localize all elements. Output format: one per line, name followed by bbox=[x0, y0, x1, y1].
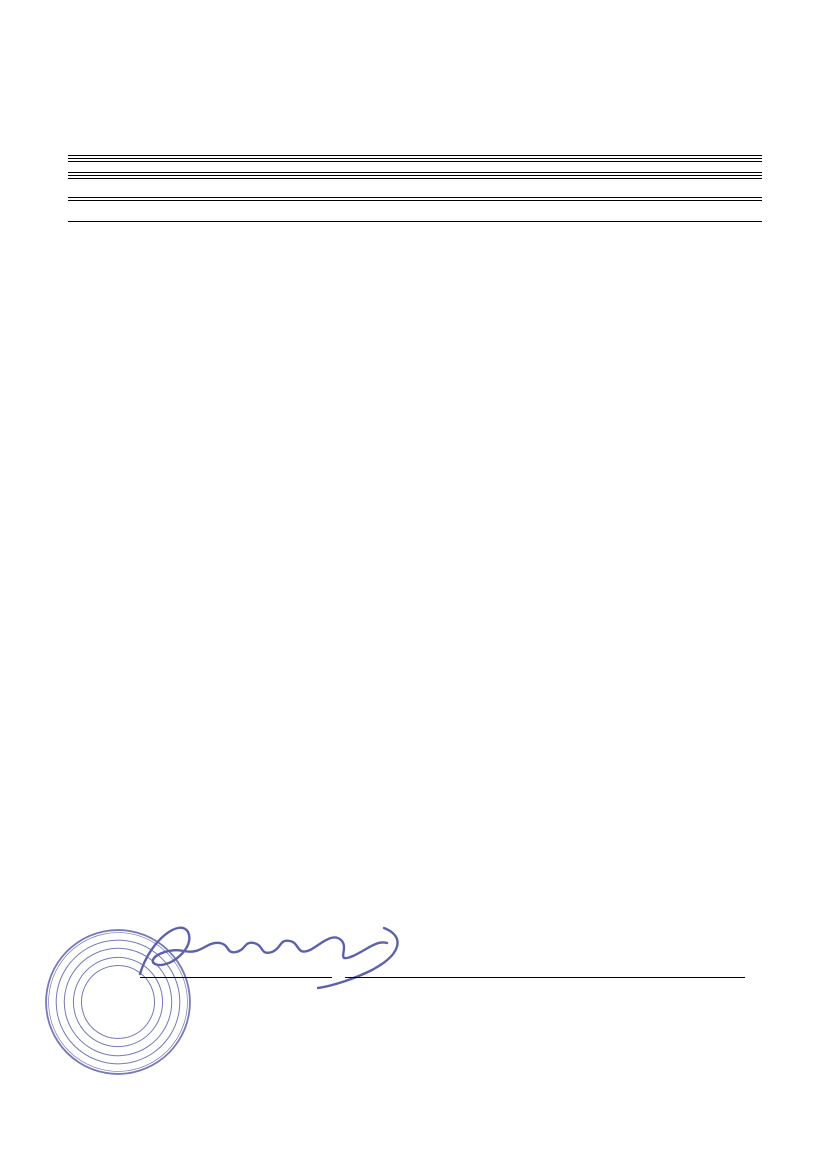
document-body bbox=[68, 150, 762, 224]
representative-line bbox=[68, 172, 762, 173]
signature bbox=[122, 912, 452, 1002]
basis-block bbox=[68, 221, 762, 222]
product-block bbox=[68, 175, 762, 176]
conformity-statement bbox=[68, 200, 762, 201]
declarant-address-block bbox=[68, 161, 762, 162]
signature-line bbox=[140, 976, 332, 978]
serial-line bbox=[68, 178, 762, 179]
registration-info bbox=[68, 158, 762, 159]
name-line bbox=[345, 976, 745, 978]
declarant-name-line bbox=[68, 155, 762, 156]
manufacturer-block bbox=[68, 197, 762, 198]
qr-code bbox=[670, 35, 780, 145]
